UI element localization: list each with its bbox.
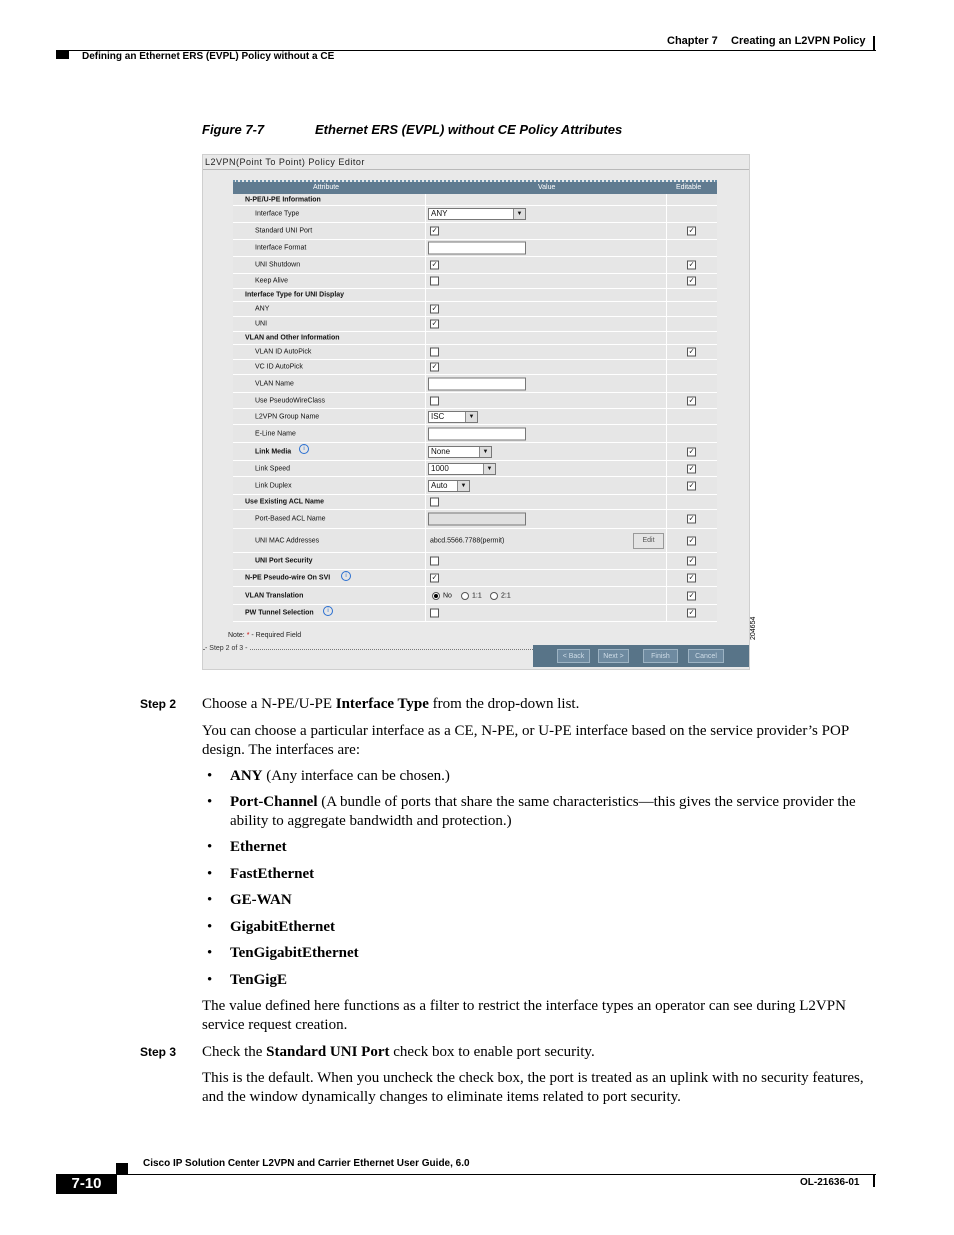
- attribute-label: Use Existing ACL Name: [245, 498, 324, 506]
- next-button[interactable]: Next >: [598, 649, 629, 663]
- bullet-icon: •: [207, 839, 213, 855]
- back-button[interactable]: < Back: [557, 649, 590, 663]
- radio-label: No: [443, 592, 452, 599]
- table-row: [233, 345, 717, 360]
- table-row: [233, 495, 717, 510]
- attribute-label: VLAN Translation: [245, 592, 304, 599]
- uni-port-security-checkbox[interactable]: [430, 557, 439, 566]
- attribute-label: Interface Format: [255, 244, 307, 252]
- table-row: [233, 587, 717, 605]
- n-pe-pseudo-wire-on-svi-checkbox[interactable]: ✓: [431, 574, 438, 582]
- interface-format-input[interactable]: [428, 242, 526, 255]
- e-line-name-input[interactable]: [428, 427, 526, 440]
- any-checkbox[interactable]: ✓: [431, 305, 438, 313]
- table-row: [233, 257, 717, 274]
- standard-uni-port-checkbox[interactable]: ✓: [431, 227, 438, 235]
- info-icon[interactable]: i: [341, 571, 351, 581]
- uni-port-security-editable-checkbox[interactable]: ✓: [688, 557, 695, 565]
- select-value: ANY: [431, 209, 448, 218]
- table-row: [233, 302, 717, 317]
- info-icon[interactable]: i: [323, 606, 333, 616]
- use-pseudowireclass-checkbox[interactable]: [430, 396, 439, 405]
- table-row: [233, 553, 717, 570]
- bullet-icon: •: [207, 892, 213, 908]
- table-row: [233, 443, 717, 461]
- bullet-icon: •: [207, 972, 213, 988]
- required-note: Note: * - Required Field: [228, 632, 302, 639]
- table-row: [233, 393, 717, 409]
- step3-text: Check the Standard UNI Port check box to enable port security.: [202, 1044, 595, 1060]
- attribute-label: N-PE Pseudo-wire On SVI: [245, 574, 331, 582]
- table-row: [233, 360, 717, 375]
- link-media-select[interactable]: [428, 446, 492, 458]
- attribute-label: Keep Alive: [255, 277, 289, 285]
- attribute-label: VC ID AutoPick: [255, 363, 303, 371]
- n-pe-pseudo-wire-on-svi-editable-checkbox[interactable]: ✓: [688, 574, 695, 582]
- list-item: Port-Channel (A bundle of ports that share the same characteristics—this gives the service provider the ability to aggregate bandwidth and protection.): [230, 794, 856, 829]
- finish-button[interactable]: Finish: [643, 649, 678, 663]
- radio-label: 1:1: [472, 592, 482, 599]
- table-row: [233, 529, 717, 553]
- select-value: 1000: [431, 463, 449, 473]
- vlan-translation-radio-1-1[interactable]: [461, 592, 469, 600]
- vlan-translation-radio-no[interactable]: [432, 592, 440, 600]
- attribute-label: UNI Shutdown: [255, 261, 301, 269]
- filter-paragraph: The value defined here functions as a filter to restrict the interface types an operator can see during L2VPN service request creation.: [202, 998, 846, 1033]
- step2-text: Choose a N-PE/U-PE Interface Type from the drop-down list.: [202, 696, 580, 712]
- table-row: [233, 317, 717, 332]
- page-number: 7-10: [56, 1174, 117, 1194]
- attribute-table: [233, 180, 717, 622]
- attribute-column-header: Attribute: [313, 184, 340, 191]
- step3-label: Step 3: [140, 1045, 177, 1059]
- bullet-icon: •: [207, 794, 213, 810]
- table-row: [233, 605, 717, 622]
- table-body: [233, 194, 717, 622]
- uni-shutdown-checkbox[interactable]: ✓: [431, 261, 438, 269]
- attribute-label: L2VPN Group Name: [255, 413, 320, 420]
- keep-alive-checkbox[interactable]: [430, 277, 439, 286]
- select-value: None: [431, 446, 451, 456]
- vlan-id-autopick-editable-checkbox[interactable]: ✓: [688, 348, 695, 356]
- bullet-icon: •: [207, 919, 213, 935]
- table-row: [233, 375, 717, 393]
- attribute-label: ANY: [255, 305, 270, 313]
- value-column-header: Value: [538, 184, 556, 191]
- link-speed-editable-checkbox[interactable]: ✓: [688, 465, 695, 472]
- uni-shutdown-editable-checkbox[interactable]: ✓: [688, 261, 695, 269]
- chapter-number: Chapter 7: [667, 35, 718, 47]
- table-row: [233, 570, 717, 587]
- vlan-translation-editable-checkbox[interactable]: ✓: [688, 592, 695, 599]
- table-row: [233, 223, 717, 240]
- attribute-label: Use PseudoWireClass: [255, 397, 326, 404]
- attribute-label: PW Tunnel Selection: [245, 609, 314, 617]
- table-row: [233, 409, 717, 425]
- radio-label: 2:1: [501, 592, 511, 599]
- section-title: Defining an Ethernet ERS (EVPL) Policy without a CE: [82, 51, 335, 62]
- table-row: [233, 194, 717, 206]
- figure-title: Ethernet ERS (EVPL) without CE Policy Attributes: [315, 122, 623, 137]
- link-duplex-editable-checkbox[interactable]: ✓: [688, 482, 695, 489]
- attribute-label: VLAN Name: [255, 380, 294, 387]
- figure-number: Figure 7-7: [202, 122, 265, 137]
- use-existing-acl-name-checkbox[interactable]: [430, 498, 439, 507]
- chapter-title: Creating an L2VPN Policy: [731, 35, 866, 47]
- attribute-label: VLAN ID AutoPick: [255, 348, 312, 356]
- chevron-down-icon[interactable]: ▼: [513, 209, 525, 219]
- attribute-label: Link Media: [255, 448, 292, 455]
- required-star: *: [246, 632, 250, 639]
- footer-bar: [873, 1175, 875, 1187]
- editor-title: L2VPN(Point To Point) Policy Editor: [205, 157, 365, 167]
- attribute-label: Port-Based ACL Name: [255, 515, 326, 523]
- chevron-down-icon[interactable]: ▼: [479, 447, 491, 457]
- vlan-id-autopick-checkbox[interactable]: [430, 348, 439, 357]
- interface-type-select[interactable]: [428, 208, 526, 220]
- attribute-label: UNI MAC Addresses: [255, 537, 320, 544]
- attribute-label: Link Speed: [255, 465, 291, 472]
- step2-label: Step 2: [140, 697, 177, 711]
- chevron-down-icon[interactable]: ▼: [483, 464, 495, 474]
- footer-rule: [116, 1174, 876, 1175]
- attribute-label: VLAN and Other Information: [245, 334, 340, 342]
- select-value: ISC: [431, 411, 445, 421]
- port-based-acl-name-editable-checkbox[interactable]: ✓: [688, 515, 695, 523]
- list-item: TenGigE: [230, 972, 287, 988]
- list-item: GigabitEthernet: [230, 919, 335, 935]
- table-header: [233, 182, 717, 194]
- vlan-name-input[interactable]: [428, 377, 526, 390]
- link-duplex-select[interactable]: [428, 480, 470, 492]
- table-row: [233, 274, 717, 289]
- cancel-button[interactable]: Cancel: [688, 649, 724, 663]
- info-icon[interactable]: i: [299, 444, 309, 454]
- pw-tunnel-selection-editable-checkbox[interactable]: ✓: [688, 609, 695, 617]
- uni-checkbox[interactable]: ✓: [431, 320, 438, 328]
- attribute-label: E-Line Name: [255, 430, 296, 437]
- header-block: [56, 50, 69, 59]
- attribute-label: UNI: [255, 320, 268, 328]
- header-bar: [873, 36, 875, 51]
- step3-paragraph: This is the default. When you uncheck the check box, the port is treated as an uplink with no security features, and the window dynamically changes to eliminate items related to port security.: [202, 1070, 864, 1105]
- editor-title-rule: [203, 169, 749, 170]
- step2-paragraph: You can choose a particular interface as a CE, N-PE, or U-PE interface based on the service provider’s POP design. The interfaces are:: [202, 723, 849, 758]
- bullet-icon: •: [207, 866, 213, 882]
- attribute-label: Interface Type for UNI Display: [245, 291, 345, 299]
- table-row: [233, 332, 717, 345]
- attribute-label: N-PE/U-PE Information: [245, 196, 321, 203]
- attribute-label: Link Duplex: [255, 482, 292, 489]
- editable-column-header: Editable: [676, 184, 702, 191]
- policy-editor-screenshot: [202, 154, 750, 670]
- vc-id-autopick-checkbox[interactable]: ✓: [431, 363, 438, 371]
- wizard-nav-bar: [533, 645, 749, 667]
- list-item: ANY (Any interface can be chosen.): [230, 768, 450, 784]
- standard-uni-port-editable-checkbox[interactable]: ✓: [688, 227, 695, 235]
- link-speed-select[interactable]: [428, 463, 496, 475]
- table-row: [233, 206, 717, 223]
- chevron-down-icon[interactable]: ▼: [457, 481, 469, 491]
- bullet-icon: •: [207, 768, 213, 784]
- attribute-label: Interface Type: [255, 210, 300, 218]
- table-row: [233, 461, 717, 477]
- table-row: [233, 289, 717, 302]
- keep-alive-editable-checkbox[interactable]: ✓: [688, 277, 695, 285]
- bullet-icon: •: [207, 945, 213, 961]
- l2vpn-group-name-select[interactable]: [428, 411, 478, 423]
- attribute-label: Standard UNI Port: [255, 227, 313, 235]
- table-row: [233, 240, 717, 257]
- book-title: Cisco IP Solution Center L2VPN and Carrier Ethernet User Guide, 6.0: [143, 1158, 470, 1169]
- link-media-editable-checkbox[interactable]: ✓: [688, 448, 695, 455]
- mac-addresses-value: abcd.5566.7788(permit): [430, 537, 505, 544]
- step-divider: [203, 649, 533, 650]
- edit-mac-button[interactable]: Edit: [633, 533, 664, 549]
- step-indicator: - Step 2 of 3 -: [205, 645, 248, 652]
- figure-id: 204654: [750, 616, 757, 640]
- table-row: [233, 425, 717, 443]
- use-pseudowireclass-editable-checkbox[interactable]: ✓: [688, 397, 695, 404]
- table-row: [233, 477, 717, 495]
- table-row: [233, 510, 717, 529]
- list-item: Ethernet: [230, 839, 287, 855]
- doc-number: OL-21636-01: [800, 1177, 860, 1188]
- list-item: TenGigabitEthernet: [230, 945, 359, 961]
- uni-mac-addresses-editable-checkbox[interactable]: ✓: [688, 537, 695, 544]
- vlan-translation-radio-2-1[interactable]: [490, 592, 498, 600]
- list-item: FastEthernet: [230, 866, 315, 882]
- port-based-acl-name-input[interactable]: [428, 513, 526, 526]
- chevron-down-icon[interactable]: ▼: [465, 412, 477, 422]
- pw-tunnel-selection-checkbox[interactable]: [430, 609, 439, 618]
- attribute-label: UNI Port Security: [255, 557, 313, 565]
- list-item: GE-WAN: [230, 892, 292, 908]
- select-value: Auto: [431, 480, 448, 490]
